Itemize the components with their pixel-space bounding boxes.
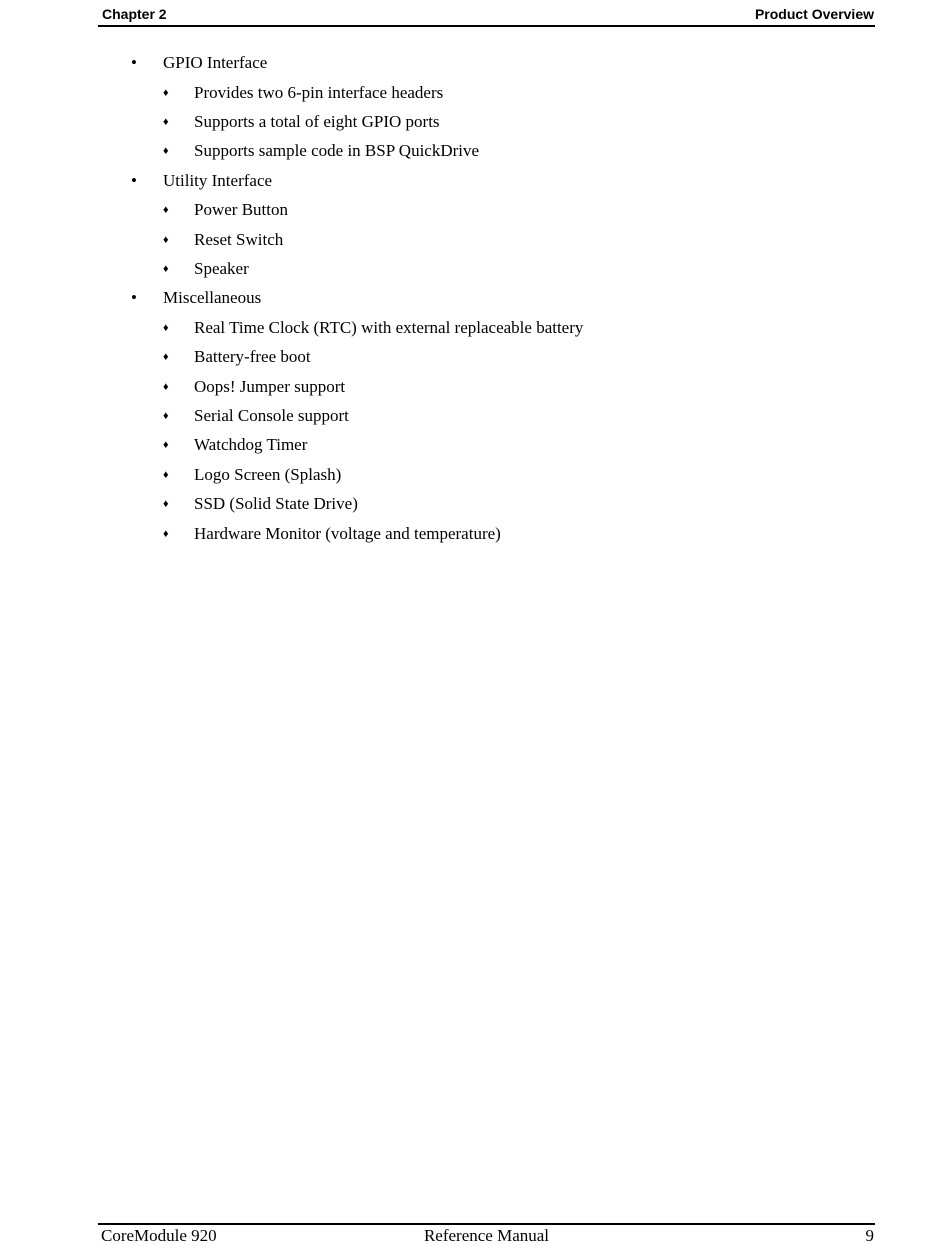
list-item-text: Reset Switch — [194, 229, 284, 249]
list-item-text: Watchdog Timer — [194, 435, 308, 455]
list-item-text: Speaker — [194, 258, 249, 278]
section-title-text: GPIO Interface — [163, 53, 268, 72]
list-item — [0, 197, 950, 226]
diamond-bullet-icon: ♦ — [163, 86, 169, 99]
bullet-icon: • — [131, 288, 137, 308]
section-utility-interface — [0, 168, 950, 286]
chapter-label: Chapter 2 — [102, 6, 167, 22]
document-title: Reference Manual — [423, 1226, 550, 1245]
list-item-text: Real Time Clock (RTC) with external replaceable battery — [194, 317, 584, 337]
page-header — [98, 4, 875, 27]
diamond-bullet-icon: ♦ — [163, 527, 169, 540]
diamond-bullet-icon: ♦ — [163, 321, 169, 334]
bullet-icon: • — [131, 170, 137, 190]
list-item-text: Serial Console support — [194, 406, 349, 426]
diamond-bullet-icon: ♦ — [163, 262, 169, 275]
bullet-icon: • — [131, 53, 137, 72]
diamond-bullet-icon: ♦ — [163, 351, 169, 364]
section-gpio-interface — [0, 50, 950, 168]
product-name: CoreModule 920 — [101, 1226, 217, 1245]
list-item-text: Supports a total of eight GPIO ports — [194, 111, 440, 131]
section-title: Product Overview — [754, 6, 874, 22]
diamond-bullet-icon: ♦ — [163, 204, 169, 217]
diamond-bullet-icon: ♦ — [163, 145, 169, 158]
list-item — [0, 344, 950, 373]
feature-list — [0, 50, 950, 550]
list-item-text: Provides two 6-pin interface headers — [194, 82, 444, 102]
diamond-bullet-icon: ♦ — [163, 410, 169, 423]
section-heading — [0, 168, 950, 198]
diamond-bullet-icon: ♦ — [163, 233, 169, 246]
section-miscellaneous — [0, 285, 950, 550]
diamond-bullet-icon: ♦ — [163, 115, 169, 128]
list-item-text: Oops! Jumper support — [194, 376, 346, 396]
section-heading — [0, 285, 950, 315]
list-item — [0, 374, 950, 403]
diamond-bullet-icon: ♦ — [163, 439, 169, 452]
diamond-bullet-icon: ♦ — [163, 498, 169, 511]
list-item — [0, 109, 950, 138]
list-item-text: Logo Screen (Splash) — [194, 464, 342, 484]
section-title-text: Miscellaneous — [163, 288, 262, 308]
list-item — [0, 227, 950, 256]
list-item — [0, 432, 950, 461]
list-item-text: Hardware Monitor (voltage and temperature) — [194, 523, 501, 543]
list-item — [0, 462, 950, 491]
list-item — [0, 138, 950, 167]
list-item — [0, 80, 950, 109]
diamond-bullet-icon: ♦ — [163, 380, 169, 393]
list-item-text: Battery-free boot — [194, 347, 311, 367]
page-number: 9 — [865, 1226, 874, 1245]
list-item-text: Power Button — [194, 200, 288, 220]
diamond-bullet-icon: ♦ — [163, 468, 169, 481]
section-heading — [0, 50, 950, 80]
list-item — [0, 521, 950, 550]
list-item-text: SSD (Solid State Drive) — [194, 494, 358, 514]
section-title-text: Utility Interface — [163, 170, 273, 190]
list-item-text: Supports sample code in BSP QuickDrive — [194, 141, 480, 161]
list-item — [0, 315, 950, 344]
page-footer — [98, 1223, 875, 1251]
list-item — [0, 256, 950, 285]
list-item — [0, 491, 950, 520]
list-item — [0, 403, 950, 432]
